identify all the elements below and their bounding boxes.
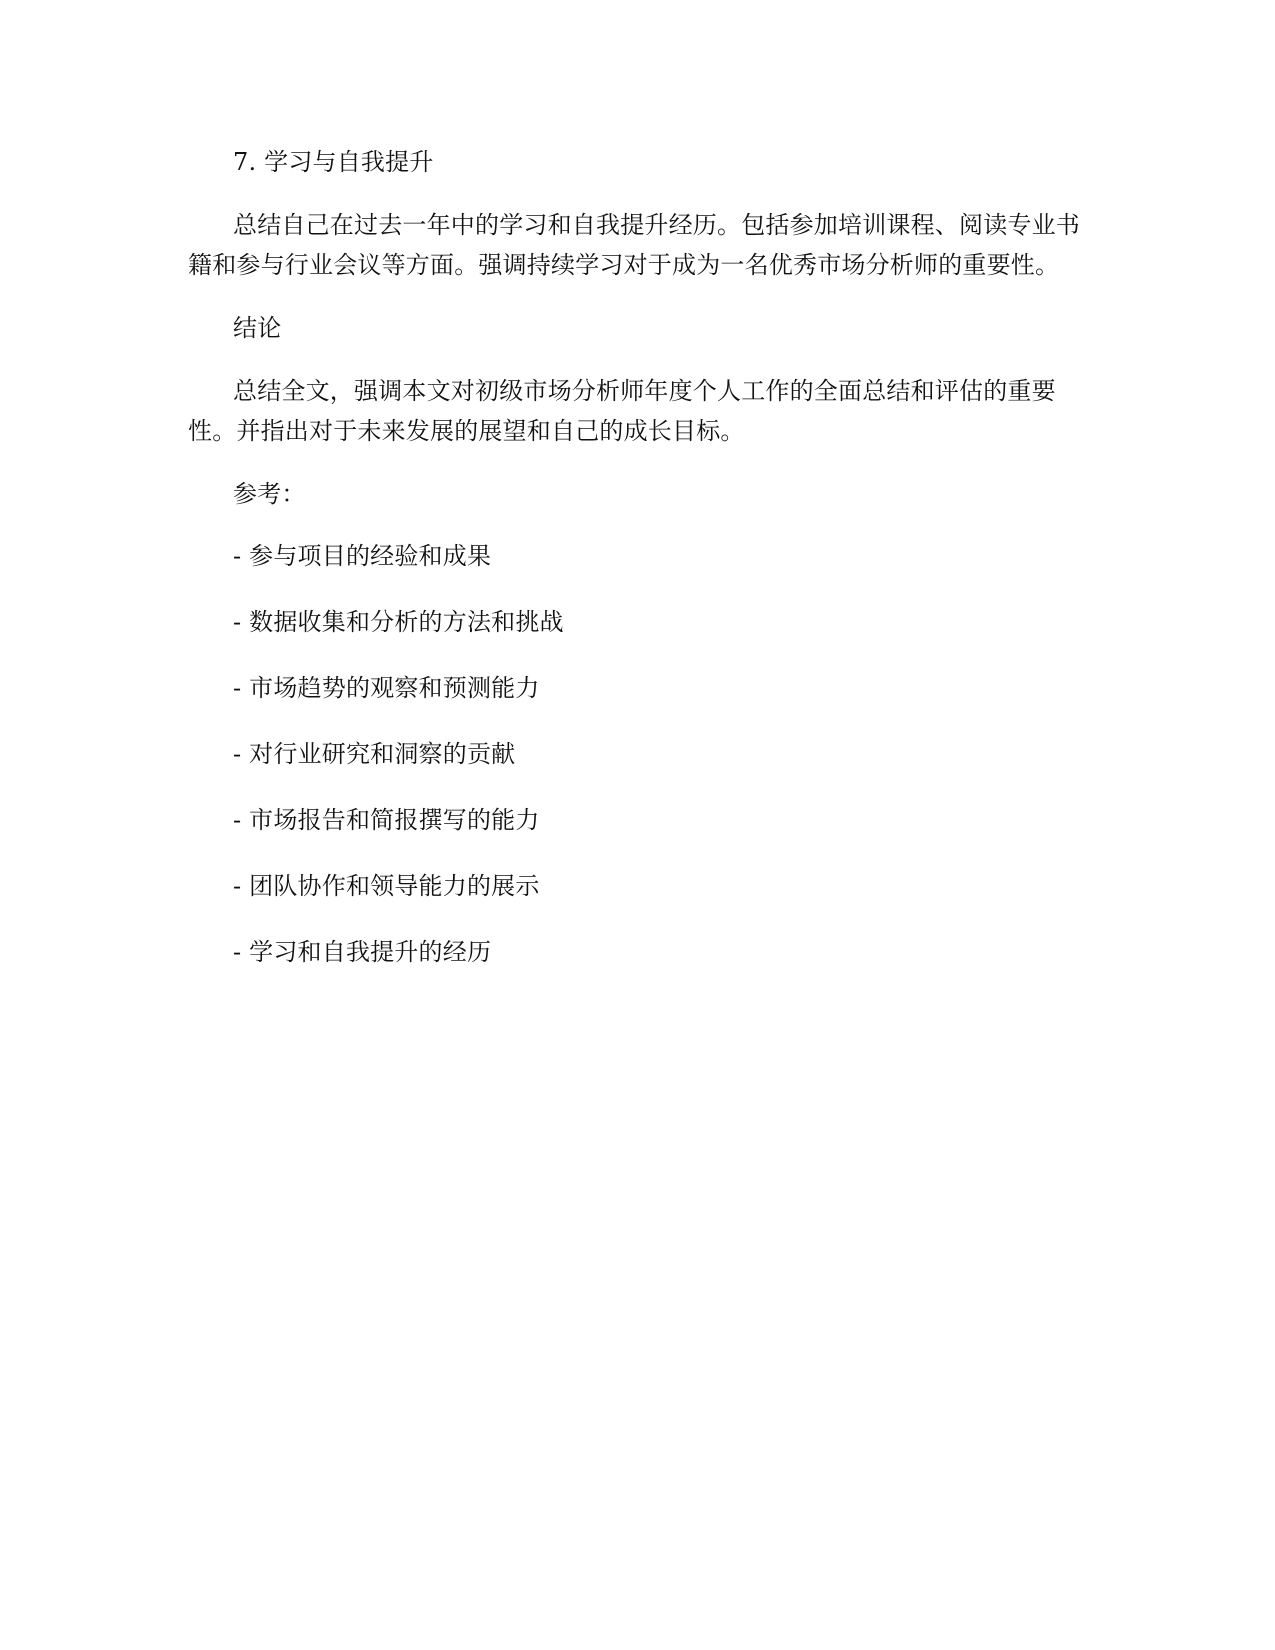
list-item: - 市场趋势的观察和预测能力: [233, 674, 540, 702]
list-item: - 团队协作和领导能力的展示: [233, 872, 540, 900]
list-item: - 数据收集和分析的方法和挑战: [233, 608, 564, 636]
section-7-paragraph: 总结自己在过去一年中的学习和自我提升经历。包括参加培训课程、阅读专业书籍和参与行业会议等方面。强调持续学习对于成为一名优秀市场分析师的重要性。: [188, 211, 1080, 279]
list-item: - 学习和自我提升的经历: [233, 938, 492, 966]
references-label: 参考：: [233, 480, 306, 508]
conclusion-paragraph: 总结全文，强调本文对初级市场分析师年度个人工作的全面总结和评估的重要性。并指出对于未来发展的展望和自己的成长目标。: [188, 377, 1056, 445]
list-item: - 参与项目的经验和成果: [233, 542, 492, 570]
section-7-heading: 7. 学习与自我提升: [233, 148, 434, 176]
conclusion-heading: 结论: [233, 314, 282, 342]
document-body: [188, 142, 1092, 998]
references-list: [188, 536, 1092, 972]
list-item: - 市场报告和简报撰写的能力: [233, 806, 540, 834]
list-item: - 对行业研究和洞察的贡献: [233, 740, 516, 768]
